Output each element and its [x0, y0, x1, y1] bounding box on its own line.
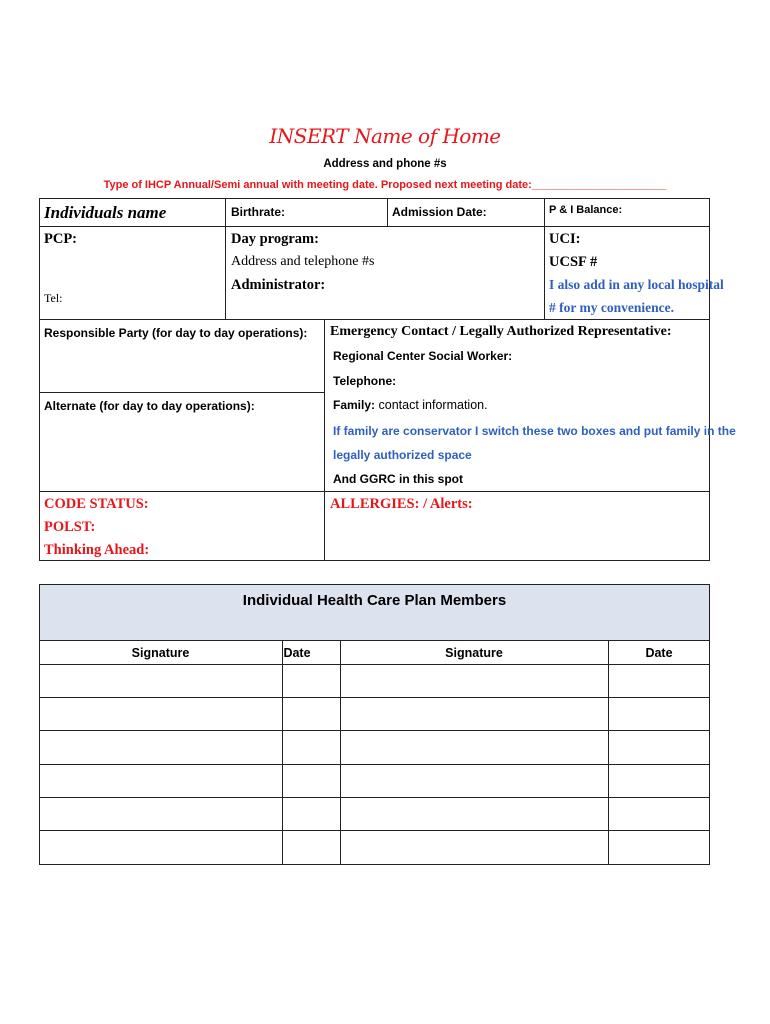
home-name-title: INSERT Name of Home: [269, 124, 501, 148]
family-line: [333, 398, 488, 412]
telephone-label: Telephone:: [333, 374, 397, 388]
col-date-2: Date: [645, 646, 673, 660]
administrator-label: Administrator:: [231, 277, 326, 293]
ucsf-label: UCSF #: [549, 254, 598, 270]
meeting-date-line: Type of IHCP Annual/Semi annual with meeting date. Proposed next meeting date:______________________: [103, 179, 667, 191]
individuals-name-label: Individuals name: [44, 203, 167, 222]
tel-label: Tel:: [44, 291, 63, 305]
uci-label: UCI:: [549, 231, 581, 247]
col-signature-1: Signature: [131, 646, 190, 660]
ggrc-note: And GGRC in this spot: [333, 472, 463, 486]
col-date-1: Date: [283, 646, 311, 660]
col-signature-2: Signature: [445, 646, 503, 660]
day-program-label: Day program:: [231, 231, 319, 247]
allergies-label: ALLERGIES: / Alerts:: [330, 496, 473, 512]
admission-date-label: Admission Date:: [392, 205, 487, 219]
table-row: [39, 731, 710, 764]
pi-balance-label: P & I Balance:: [549, 204, 623, 216]
address-phone-line: Address and phone #s: [323, 158, 447, 170]
table-row: [39, 698, 710, 730]
hospital-note-line1: I also add in any local hospital: [549, 277, 724, 292]
conservator-note-line2: legally authorized space: [333, 448, 472, 462]
hospital-note-line2: # for my convenience.: [549, 300, 674, 315]
emergency-contact-label: Emergency Contact / Legally Authorized Representative:: [330, 324, 672, 339]
family-label: Family:: [333, 398, 376, 412]
address-telephone-text: Address and telephone #s: [231, 254, 375, 269]
pcp-label: PCP:: [44, 231, 78, 247]
alternate-label: Alternate (for day to day operations):: [44, 399, 255, 413]
members-table-title: Individual Health Care Plan Members: [242, 592, 507, 609]
polst-label: POLST:: [44, 519, 96, 535]
birthrate-label: Birthrate:: [231, 205, 286, 219]
responsible-party-label: Responsible Party (for day to day operations):: [44, 326, 308, 340]
family-text: contact information.: [375, 398, 488, 412]
thinking-ahead-label: Thinking Ahead:: [44, 542, 150, 558]
table-row: [39, 831, 710, 864]
code-status-label: CODE STATUS:: [44, 496, 149, 512]
table-row: [39, 798, 710, 830]
table-row: [39, 765, 710, 797]
conservator-note-line1: If family are conservator I switch these two boxes and put family in the: [333, 424, 736, 438]
regional-center-label: Regional Center Social Worker:: [333, 349, 513, 363]
table-row: [39, 665, 710, 697]
